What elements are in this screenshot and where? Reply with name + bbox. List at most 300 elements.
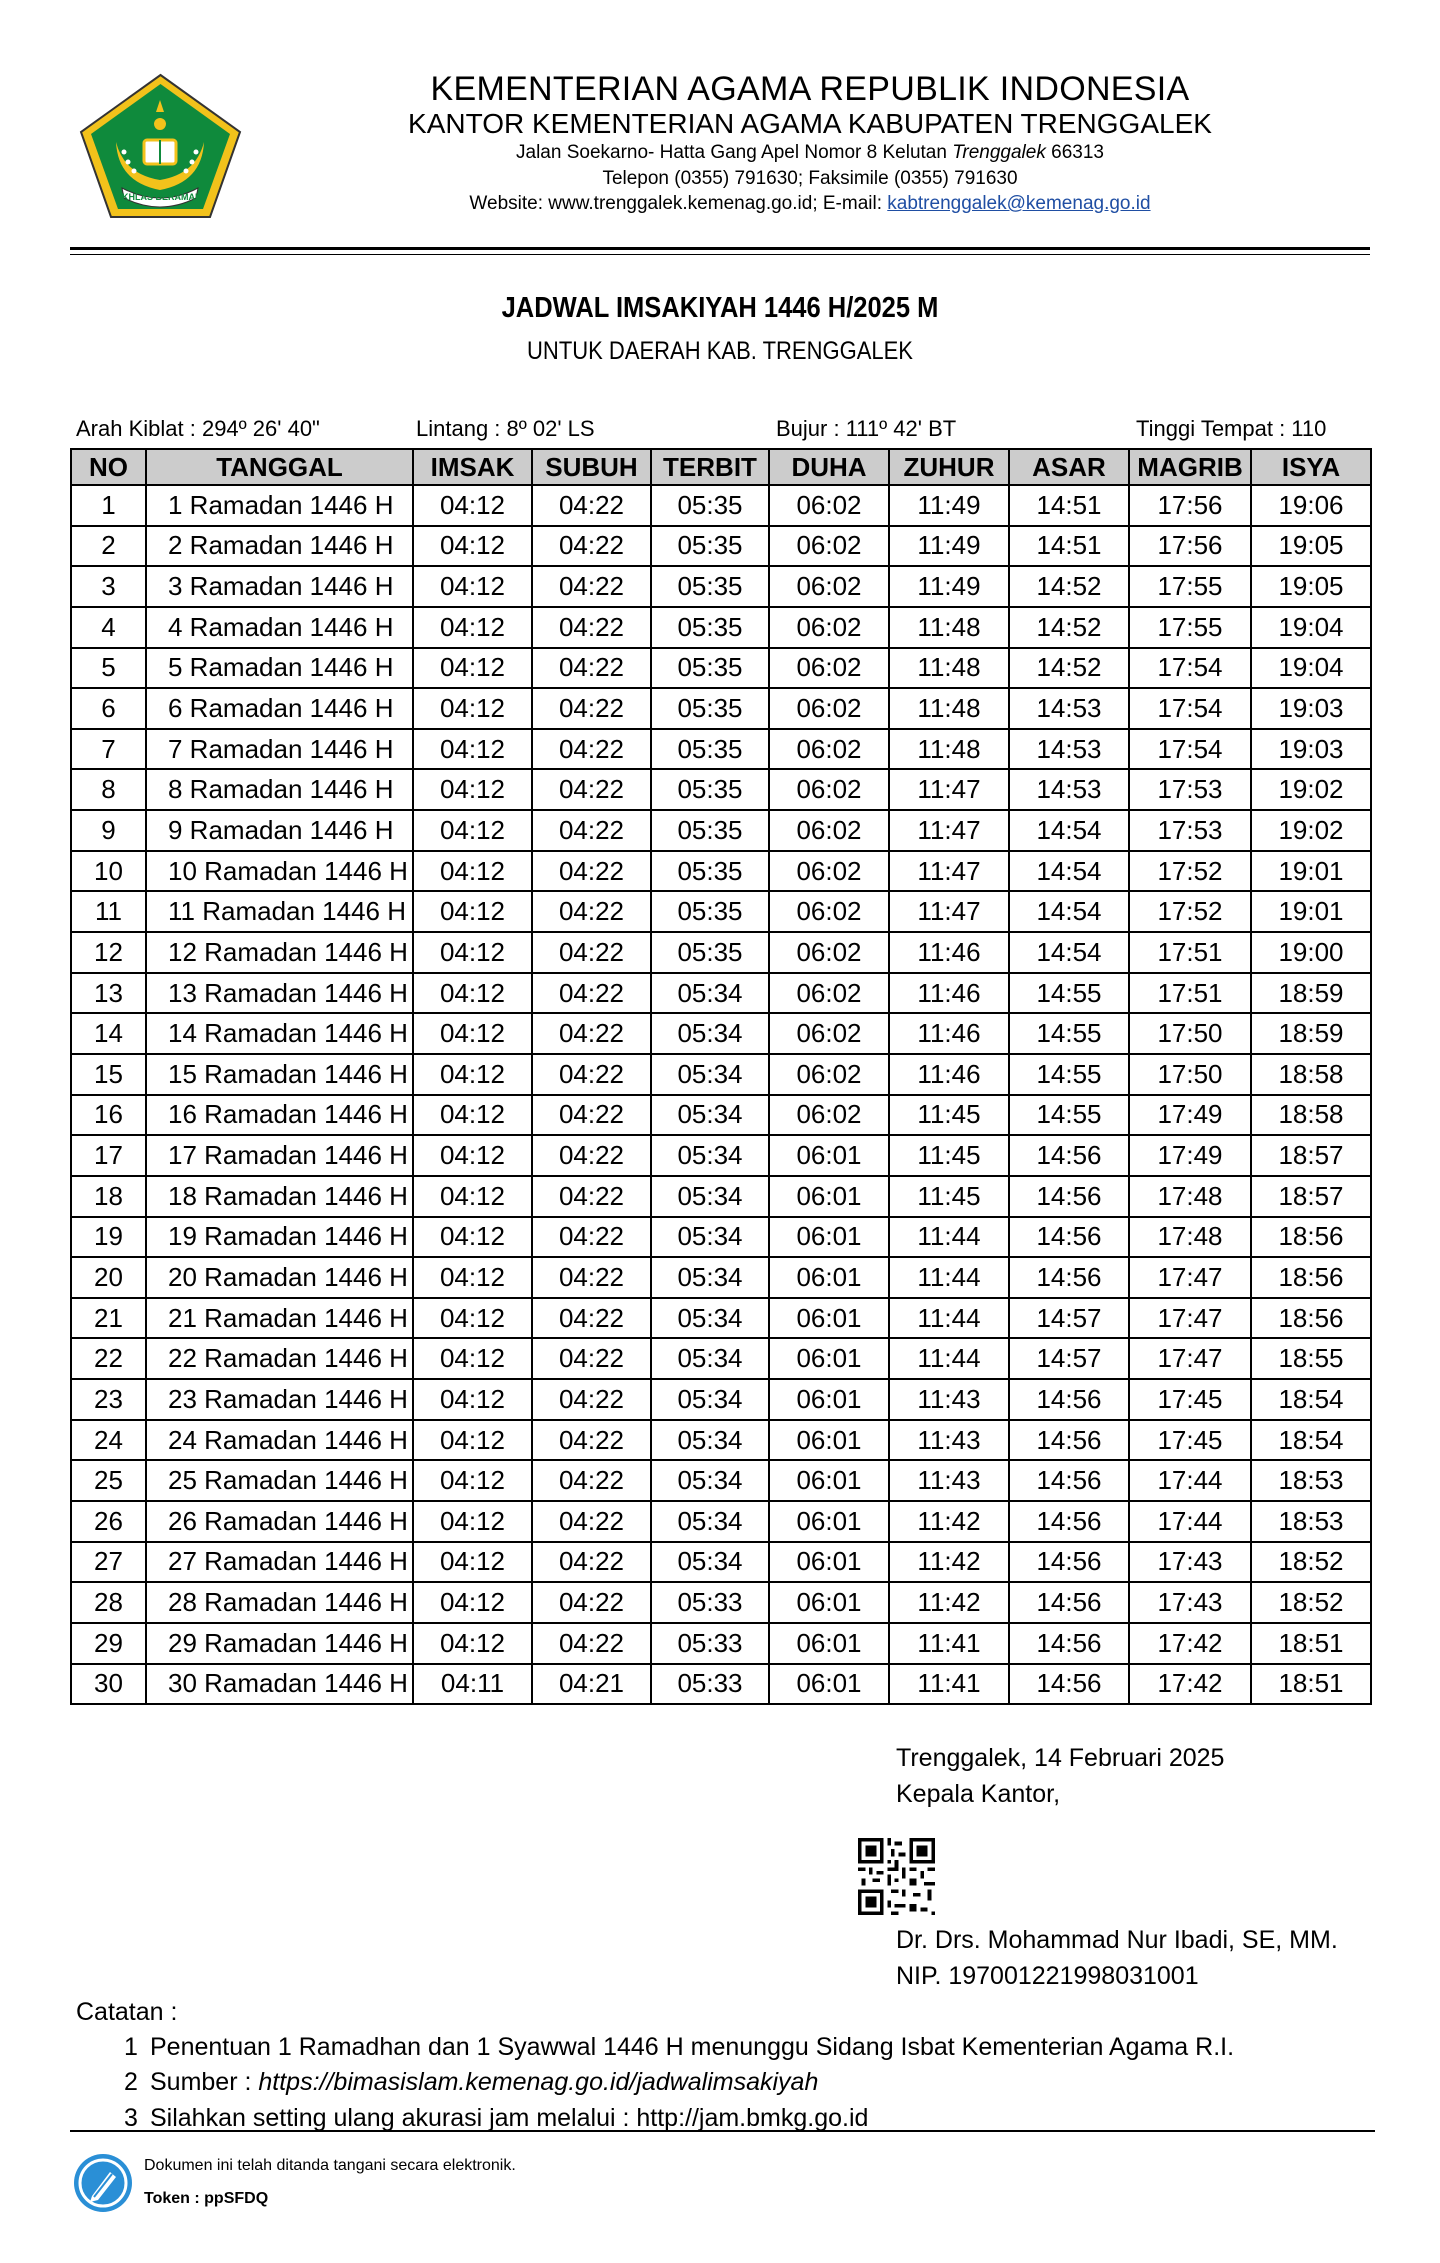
cell-subuh: 04:22 bbox=[532, 769, 651, 810]
cell-imsak: 04:12 bbox=[413, 1257, 532, 1298]
cell-asar: 14:52 bbox=[1009, 607, 1129, 648]
cell-asar: 14:55 bbox=[1009, 1013, 1129, 1054]
sign-position: Kepala Kantor, bbox=[896, 1780, 1061, 1808]
cell-terbit: 05:34 bbox=[651, 1460, 769, 1501]
column-header-no: NO bbox=[71, 449, 146, 485]
cell-imsak: 04:11 bbox=[413, 1664, 532, 1705]
cell-isya: 18:58 bbox=[1251, 1054, 1371, 1095]
cell-isya: 18:54 bbox=[1251, 1379, 1371, 1420]
cell-magrib: 17:52 bbox=[1129, 891, 1251, 932]
cell-tanggal: 25 Ramadan 1446 H bbox=[146, 1460, 413, 1501]
cell-imsak: 04:12 bbox=[413, 1217, 532, 1258]
table-row bbox=[71, 688, 1371, 729]
cell-imsak: 04:12 bbox=[413, 851, 532, 892]
cell-isya: 19:01 bbox=[1251, 891, 1371, 932]
cell-zuhur: 11:47 bbox=[889, 891, 1009, 932]
cell-asar: 14:56 bbox=[1009, 1623, 1129, 1664]
cell-asar: 14:57 bbox=[1009, 1298, 1129, 1339]
cell-terbit: 05:35 bbox=[651, 891, 769, 932]
cell-zuhur: 11:43 bbox=[889, 1460, 1009, 1501]
cell-no: 25 bbox=[71, 1460, 146, 1501]
cell-terbit: 05:35 bbox=[651, 932, 769, 973]
cell-imsak: 04:12 bbox=[413, 607, 532, 648]
cell-isya: 18:56 bbox=[1251, 1298, 1371, 1339]
table-row bbox=[71, 1379, 1371, 1420]
cell-magrib: 17:54 bbox=[1129, 648, 1251, 689]
cell-duha: 06:01 bbox=[769, 1582, 889, 1623]
office-address bbox=[330, 142, 1290, 164]
cell-duha: 06:02 bbox=[769, 769, 889, 810]
cell-subuh: 04:22 bbox=[532, 1298, 651, 1339]
cell-duha: 06:02 bbox=[769, 648, 889, 689]
cell-terbit: 05:35 bbox=[651, 688, 769, 729]
cell-isya: 18:59 bbox=[1251, 973, 1371, 1014]
cell-duha: 06:01 bbox=[769, 1379, 889, 1420]
cell-magrib: 17:48 bbox=[1129, 1217, 1251, 1258]
cell-tanggal: 23 Ramadan 1446 H bbox=[146, 1379, 413, 1420]
logo-motto: IKHLAS BERAMAL bbox=[119, 192, 201, 202]
cell-isya: 19:05 bbox=[1251, 566, 1371, 607]
cell-terbit: 05:34 bbox=[651, 1095, 769, 1136]
cell-imsak: 04:12 bbox=[413, 688, 532, 729]
cell-zuhur: 11:41 bbox=[889, 1664, 1009, 1705]
cell-isya: 19:01 bbox=[1251, 851, 1371, 892]
cell-duha: 06:01 bbox=[769, 1664, 889, 1705]
cell-asar: 14:52 bbox=[1009, 566, 1129, 607]
note-number: 1 bbox=[124, 2033, 138, 2061]
cell-subuh: 04:22 bbox=[532, 1379, 651, 1420]
cell-zuhur: 11:43 bbox=[889, 1420, 1009, 1461]
cell-no: 23 bbox=[71, 1379, 146, 1420]
note-text: Penentuan 1 Ramadhan dan 1 Syawwal 1446 H menunggu Sidang Isbat Kementerian Agama R.I. bbox=[150, 2033, 1235, 2061]
cell-imsak: 04:12 bbox=[413, 1338, 532, 1379]
cell-asar: 14:56 bbox=[1009, 1420, 1129, 1461]
cell-isya: 18:54 bbox=[1251, 1420, 1371, 1461]
cell-subuh: 04:22 bbox=[532, 607, 651, 648]
cell-terbit: 05:35 bbox=[651, 851, 769, 892]
cell-magrib: 17:51 bbox=[1129, 932, 1251, 973]
note-number: 3 bbox=[124, 2104, 138, 2132]
cell-imsak: 04:12 bbox=[413, 648, 532, 689]
cell-tanggal: 21 Ramadan 1446 H bbox=[146, 1298, 413, 1339]
cell-asar: 14:56 bbox=[1009, 1582, 1129, 1623]
cell-zuhur: 11:47 bbox=[889, 851, 1009, 892]
signer-nip: NIP. 197001221998031001 bbox=[896, 1962, 1199, 1990]
column-header-zuhur: ZUHUR bbox=[889, 449, 1009, 485]
address-street: Jalan Soekarno- Hatta Gang Apel Nomor 8 Kelutan bbox=[516, 142, 953, 163]
cell-zuhur: 11:45 bbox=[889, 1135, 1009, 1176]
cell-duha: 06:02 bbox=[769, 932, 889, 973]
cell-duha: 06:02 bbox=[769, 810, 889, 851]
cell-duha: 06:01 bbox=[769, 1135, 889, 1176]
cell-subuh: 04:22 bbox=[532, 1054, 651, 1095]
cell-asar: 14:56 bbox=[1009, 1217, 1129, 1258]
cell-subuh: 04:22 bbox=[532, 851, 651, 892]
cell-no: 14 bbox=[71, 1013, 146, 1054]
cell-tanggal: 20 Ramadan 1446 H bbox=[146, 1257, 413, 1298]
cell-isya: 19:03 bbox=[1251, 688, 1371, 729]
table-row bbox=[71, 1338, 1371, 1379]
table-row bbox=[71, 1013, 1371, 1054]
notes-heading: Catatan : bbox=[76, 1998, 178, 2026]
cell-terbit: 05:34 bbox=[651, 1054, 769, 1095]
cell-terbit: 05:35 bbox=[651, 607, 769, 648]
cell-subuh: 04:22 bbox=[532, 1013, 651, 1054]
cell-magrib: 17:43 bbox=[1129, 1582, 1251, 1623]
cell-imsak: 04:12 bbox=[413, 566, 532, 607]
cell-imsak: 04:12 bbox=[413, 973, 532, 1014]
esign-token: Token : ppSFDQ bbox=[144, 2190, 269, 2207]
cell-subuh: 04:22 bbox=[532, 729, 651, 770]
cell-no: 12 bbox=[71, 932, 146, 973]
cell-zuhur: 11:47 bbox=[889, 810, 1009, 851]
cell-magrib: 17:44 bbox=[1129, 1460, 1251, 1501]
cell-duha: 06:02 bbox=[769, 1013, 889, 1054]
email-link[interactable]: kabtrenggalek@kemenag.go.id bbox=[887, 193, 1151, 214]
cell-zuhur: 11:48 bbox=[889, 688, 1009, 729]
office-name: KANTOR KEMENTERIAN AGAMA KABUPATEN TRENGGALEK bbox=[408, 108, 1212, 139]
cell-subuh: 04:21 bbox=[532, 1664, 651, 1705]
cell-subuh: 04:22 bbox=[532, 566, 651, 607]
cell-terbit: 05:34 bbox=[651, 1176, 769, 1217]
cell-asar: 14:56 bbox=[1009, 1542, 1129, 1583]
cell-duha: 06:02 bbox=[769, 607, 889, 648]
cell-subuh: 04:22 bbox=[532, 1176, 651, 1217]
cell-terbit: 05:35 bbox=[651, 526, 769, 567]
cell-no: 24 bbox=[71, 1420, 146, 1461]
cell-duha: 06:01 bbox=[769, 1542, 889, 1583]
ministry-name: KEMENTERIAN AGAMA REPUBLIK INDONESIA bbox=[430, 70, 1190, 108]
cell-imsak: 04:12 bbox=[413, 485, 532, 526]
cell-duha: 06:01 bbox=[769, 1257, 889, 1298]
cell-terbit: 05:35 bbox=[651, 648, 769, 689]
cell-magrib: 17:44 bbox=[1129, 1501, 1251, 1542]
column-header-magrib: MAGRIB bbox=[1129, 449, 1251, 485]
cell-imsak: 04:12 bbox=[413, 1095, 532, 1136]
table-row bbox=[71, 1298, 1371, 1339]
cell-no: 21 bbox=[71, 1298, 146, 1339]
office-phone: Telepon (0355) 791630; Faksimile (0355) 791630 bbox=[602, 168, 1018, 189]
cell-tanggal: 9 Ramadan 1446 H bbox=[146, 810, 413, 851]
cell-zuhur: 11:45 bbox=[889, 1176, 1009, 1217]
cell-zuhur: 11:46 bbox=[889, 932, 1009, 973]
cell-subuh: 04:22 bbox=[532, 648, 651, 689]
cell-subuh: 04:22 bbox=[532, 1257, 651, 1298]
column-header-isya: ISYA bbox=[1251, 449, 1371, 485]
cell-isya: 19:02 bbox=[1251, 810, 1371, 851]
cell-duha: 06:01 bbox=[769, 1501, 889, 1542]
imsakiyah-table bbox=[70, 448, 1372, 1705]
cell-magrib: 17:49 bbox=[1129, 1095, 1251, 1136]
table-row bbox=[71, 1501, 1371, 1542]
column-header-imsak: IMSAK bbox=[413, 449, 532, 485]
cell-magrib: 17:50 bbox=[1129, 1013, 1251, 1054]
cell-asar: 14:51 bbox=[1009, 526, 1129, 567]
cell-zuhur: 11:44 bbox=[889, 1217, 1009, 1258]
cell-duha: 06:02 bbox=[769, 566, 889, 607]
cell-magrib: 17:47 bbox=[1129, 1257, 1251, 1298]
cell-no: 13 bbox=[71, 973, 146, 1014]
cell-duha: 06:02 bbox=[769, 973, 889, 1014]
cell-zuhur: 11:43 bbox=[889, 1379, 1009, 1420]
cell-imsak: 04:12 bbox=[413, 729, 532, 770]
cell-tanggal: 29 Ramadan 1446 H bbox=[146, 1623, 413, 1664]
cell-subuh: 04:22 bbox=[532, 891, 651, 932]
cell-tanggal: 14 Ramadan 1446 H bbox=[146, 1013, 413, 1054]
cell-isya: 18:56 bbox=[1251, 1257, 1371, 1298]
cell-asar: 14:55 bbox=[1009, 1054, 1129, 1095]
cell-zuhur: 11:49 bbox=[889, 566, 1009, 607]
footer-rule bbox=[70, 2130, 1375, 2132]
cell-duha: 06:01 bbox=[769, 1298, 889, 1339]
cell-no: 4 bbox=[71, 607, 146, 648]
cell-tanggal: 19 Ramadan 1446 H bbox=[146, 1217, 413, 1258]
cell-subuh: 04:22 bbox=[532, 1623, 651, 1664]
note-text: Sumber : bbox=[150, 2068, 259, 2096]
cell-terbit: 05:33 bbox=[651, 1623, 769, 1664]
cell-terbit: 05:34 bbox=[651, 1298, 769, 1339]
cell-duha: 06:01 bbox=[769, 1460, 889, 1501]
cell-tanggal: 18 Ramadan 1446 H bbox=[146, 1176, 413, 1217]
cell-subuh: 04:22 bbox=[532, 1217, 651, 1258]
table-row bbox=[71, 973, 1371, 1014]
cell-magrib: 17:53 bbox=[1129, 769, 1251, 810]
cell-duha: 06:02 bbox=[769, 1054, 889, 1095]
table-row bbox=[71, 648, 1371, 689]
table-row bbox=[71, 1054, 1371, 1095]
cell-isya: 18:52 bbox=[1251, 1582, 1371, 1623]
cell-magrib: 17:49 bbox=[1129, 1135, 1251, 1176]
note-item bbox=[124, 2104, 868, 2133]
cell-asar: 14:51 bbox=[1009, 485, 1129, 526]
document-title: JADWAL IMSAKIYAH 1446 H/2025 M bbox=[501, 292, 939, 324]
cell-no: 22 bbox=[71, 1338, 146, 1379]
cell-isya: 18:55 bbox=[1251, 1338, 1371, 1379]
cell-magrib: 17:42 bbox=[1129, 1623, 1251, 1664]
cell-no: 6 bbox=[71, 688, 146, 729]
cell-imsak: 04:12 bbox=[413, 1420, 532, 1461]
table-row bbox=[71, 1095, 1371, 1136]
cell-terbit: 05:34 bbox=[651, 1420, 769, 1461]
column-header-asar: ASAR bbox=[1009, 449, 1129, 485]
cell-imsak: 04:12 bbox=[413, 1582, 532, 1623]
cell-isya: 19:02 bbox=[1251, 769, 1371, 810]
cell-magrib: 17:55 bbox=[1129, 607, 1251, 648]
cell-imsak: 04:12 bbox=[413, 526, 532, 567]
cell-imsak: 04:12 bbox=[413, 1135, 532, 1176]
cell-no: 19 bbox=[71, 1217, 146, 1258]
cell-tanggal: 10 Ramadan 1446 H bbox=[146, 851, 413, 892]
cell-magrib: 17:47 bbox=[1129, 1298, 1251, 1339]
cell-imsak: 04:12 bbox=[413, 932, 532, 973]
cell-zuhur: 11:46 bbox=[889, 1013, 1009, 1054]
column-header-tanggal: TANGGAL bbox=[146, 449, 413, 485]
cell-isya: 18:57 bbox=[1251, 1176, 1371, 1217]
cell-magrib: 17:56 bbox=[1129, 526, 1251, 567]
table-row bbox=[71, 1623, 1371, 1664]
cell-tanggal: 13 Ramadan 1446 H bbox=[146, 973, 413, 1014]
cell-subuh: 04:22 bbox=[532, 688, 651, 729]
cell-terbit: 05:34 bbox=[651, 1257, 769, 1298]
cell-asar: 14:53 bbox=[1009, 729, 1129, 770]
cell-subuh: 04:22 bbox=[532, 1542, 651, 1583]
cell-no: 9 bbox=[71, 810, 146, 851]
sign-place-date: Trenggalek, 14 Februari 2025 bbox=[896, 1744, 1225, 1772]
cell-magrib: 17:54 bbox=[1129, 729, 1251, 770]
cell-magrib: 17:43 bbox=[1129, 1542, 1251, 1583]
cell-terbit: 05:34 bbox=[651, 1135, 769, 1176]
cell-duha: 06:02 bbox=[769, 485, 889, 526]
cell-magrib: 17:42 bbox=[1129, 1664, 1251, 1705]
cell-zuhur: 11:45 bbox=[889, 1095, 1009, 1136]
cell-subuh: 04:22 bbox=[532, 810, 651, 851]
cell-terbit: 05:34 bbox=[651, 1542, 769, 1583]
cell-terbit: 05:33 bbox=[651, 1664, 769, 1705]
source-link[interactable]: https://bimasislam.kemenag.go.id/jadwalimsakiyah bbox=[258, 2068, 819, 2096]
cell-asar: 14:56 bbox=[1009, 1460, 1129, 1501]
cell-no: 2 bbox=[71, 526, 146, 567]
cell-zuhur: 11:46 bbox=[889, 973, 1009, 1014]
table-row bbox=[71, 851, 1371, 892]
table-row bbox=[71, 769, 1371, 810]
cell-tanggal: 1 Ramadan 1446 H bbox=[146, 485, 413, 526]
cell-subuh: 04:22 bbox=[532, 1501, 651, 1542]
cell-subuh: 04:22 bbox=[532, 1582, 651, 1623]
address-city: Trenggalek bbox=[952, 142, 1046, 163]
note-item bbox=[124, 2068, 818, 2097]
cell-terbit: 05:33 bbox=[651, 1582, 769, 1623]
note-item bbox=[124, 2033, 1234, 2062]
cell-zuhur: 11:42 bbox=[889, 1582, 1009, 1623]
cell-tanggal: 7 Ramadan 1446 H bbox=[146, 729, 413, 770]
cell-terbit: 05:34 bbox=[651, 1501, 769, 1542]
cell-no: 7 bbox=[71, 729, 146, 770]
table-row bbox=[71, 1257, 1371, 1298]
cell-tanggal: 22 Ramadan 1446 H bbox=[146, 1338, 413, 1379]
cell-asar: 14:56 bbox=[1009, 1135, 1129, 1176]
cell-tanggal: 5 Ramadan 1446 H bbox=[146, 648, 413, 689]
cell-asar: 14:54 bbox=[1009, 932, 1129, 973]
bsre-pen-icon bbox=[72, 2152, 134, 2214]
cell-imsak: 04:12 bbox=[413, 1623, 532, 1664]
cell-magrib: 17:54 bbox=[1129, 688, 1251, 729]
cell-duha: 06:01 bbox=[769, 1176, 889, 1217]
cell-isya: 18:56 bbox=[1251, 1217, 1371, 1258]
cell-subuh: 04:22 bbox=[532, 1338, 651, 1379]
cell-tanggal: 6 Ramadan 1446 H bbox=[146, 688, 413, 729]
note-number: 2 bbox=[124, 2068, 138, 2096]
cell-isya: 18:58 bbox=[1251, 1095, 1371, 1136]
cell-no: 17 bbox=[71, 1135, 146, 1176]
cell-no: 20 bbox=[71, 1257, 146, 1298]
esign-notice: Dokumen ini telah ditanda tangani secara elektronik. bbox=[144, 2157, 516, 2174]
cell-imsak: 04:12 bbox=[413, 810, 532, 851]
document-subtitle: UNTUK DAERAH KAB. TRENGGALEK bbox=[527, 337, 913, 365]
table-row bbox=[71, 1460, 1371, 1501]
cell-imsak: 04:12 bbox=[413, 1379, 532, 1420]
cell-terbit: 05:34 bbox=[651, 1338, 769, 1379]
cell-terbit: 05:35 bbox=[651, 729, 769, 770]
cell-no: 16 bbox=[71, 1095, 146, 1136]
cell-isya: 19:00 bbox=[1251, 932, 1371, 973]
table-row bbox=[71, 607, 1371, 648]
cell-no: 28 bbox=[71, 1582, 146, 1623]
cell-subuh: 04:22 bbox=[532, 1460, 651, 1501]
cell-duha: 06:02 bbox=[769, 891, 889, 932]
cell-subuh: 04:22 bbox=[532, 1135, 651, 1176]
cell-asar: 14:56 bbox=[1009, 1501, 1129, 1542]
cell-zuhur: 11:48 bbox=[889, 729, 1009, 770]
cell-zuhur: 11:44 bbox=[889, 1257, 1009, 1298]
cell-tanggal: 28 Ramadan 1446 H bbox=[146, 1582, 413, 1623]
cell-tanggal: 2 Ramadan 1446 H bbox=[146, 526, 413, 567]
cell-asar: 14:55 bbox=[1009, 973, 1129, 1014]
cell-subuh: 04:22 bbox=[532, 932, 651, 973]
cell-no: 11 bbox=[71, 891, 146, 932]
table-row bbox=[71, 1542, 1371, 1583]
table-row bbox=[71, 1664, 1371, 1705]
cell-imsak: 04:12 bbox=[413, 769, 532, 810]
table-header-row bbox=[71, 449, 1371, 485]
table-row bbox=[71, 729, 1371, 770]
cell-subuh: 04:22 bbox=[532, 973, 651, 1014]
kemenag-emblem-icon bbox=[78, 72, 243, 220]
latitude: Lintang : 8º 02' LS bbox=[416, 416, 595, 441]
cell-asar: 14:53 bbox=[1009, 688, 1129, 729]
cell-duha: 06:01 bbox=[769, 1338, 889, 1379]
cell-tanggal: 27 Ramadan 1446 H bbox=[146, 1542, 413, 1583]
cell-asar: 14:56 bbox=[1009, 1257, 1129, 1298]
cell-tanggal: 3 Ramadan 1446 H bbox=[146, 566, 413, 607]
cell-asar: 14:57 bbox=[1009, 1338, 1129, 1379]
cell-isya: 19:04 bbox=[1251, 607, 1371, 648]
cell-zuhur: 11:42 bbox=[889, 1501, 1009, 1542]
cell-no: 29 bbox=[71, 1623, 146, 1664]
cell-asar: 14:56 bbox=[1009, 1664, 1129, 1705]
cell-terbit: 05:35 bbox=[651, 566, 769, 607]
cell-isya: 19:06 bbox=[1251, 485, 1371, 526]
cell-terbit: 05:34 bbox=[651, 973, 769, 1014]
cell-no: 8 bbox=[71, 769, 146, 810]
cell-terbit: 05:35 bbox=[651, 769, 769, 810]
cell-tanggal: 4 Ramadan 1446 H bbox=[146, 607, 413, 648]
header-rule-thin bbox=[70, 254, 1370, 255]
cell-imsak: 04:12 bbox=[413, 1542, 532, 1583]
table-row bbox=[71, 1217, 1371, 1258]
cell-subuh: 04:22 bbox=[532, 485, 651, 526]
table-row bbox=[71, 485, 1371, 526]
table-row bbox=[71, 1176, 1371, 1217]
longitude: Bujur : 111º 42' BT bbox=[776, 416, 957, 441]
cell-isya: 19:05 bbox=[1251, 526, 1371, 567]
cell-magrib: 17:56 bbox=[1129, 485, 1251, 526]
cell-zuhur: 11:47 bbox=[889, 769, 1009, 810]
table-row bbox=[71, 1135, 1371, 1176]
cell-zuhur: 11:44 bbox=[889, 1298, 1009, 1339]
cell-asar: 14:55 bbox=[1009, 1095, 1129, 1136]
signer-name: Dr. Drs. Mohammad Nur Ibadi, SE, MM. bbox=[896, 1926, 1338, 1954]
cell-subuh: 04:22 bbox=[532, 1420, 651, 1461]
cell-tanggal: 26 Ramadan 1446 H bbox=[146, 1501, 413, 1542]
cell-tanggal: 17 Ramadan 1446 H bbox=[146, 1135, 413, 1176]
cell-isya: 18:57 bbox=[1251, 1135, 1371, 1176]
cell-no: 26 bbox=[71, 1501, 146, 1542]
cell-imsak: 04:12 bbox=[413, 891, 532, 932]
cell-duha: 06:02 bbox=[769, 526, 889, 567]
cell-isya: 19:03 bbox=[1251, 729, 1371, 770]
cell-asar: 14:53 bbox=[1009, 769, 1129, 810]
cell-duha: 06:01 bbox=[769, 1623, 889, 1664]
